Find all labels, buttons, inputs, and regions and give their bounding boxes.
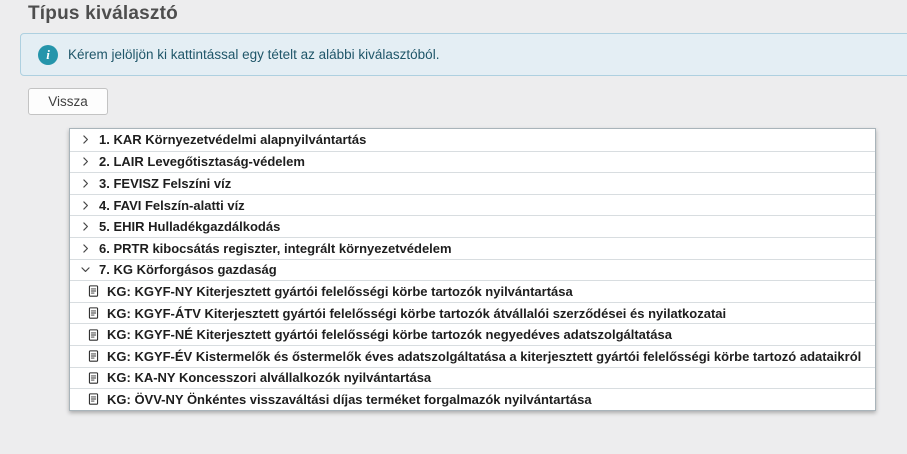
tree-leaf-label: KG: ÖVV-NY Önkéntes visszaváltási díjas terméket forgalmazók nyilvántartása (107, 391, 592, 407)
tree-item[interactable] (70, 259, 875, 281)
tree-item[interactable] (70, 129, 875, 151)
tree-item-label: 4. FAVI Felszín-alatti víz (99, 197, 245, 213)
document-icon (87, 371, 100, 385)
document-icon (87, 349, 100, 363)
document-icon (87, 284, 100, 298)
tree-leaf-item[interactable] (70, 323, 875, 345)
tree-leaf-item[interactable] (70, 388, 875, 410)
tree-item-label: 3. FEVISZ Felszíni víz (99, 175, 232, 191)
tree-item[interactable] (70, 237, 875, 259)
tree-item-label: 7. KG Körforgásos gazdaság (99, 262, 277, 278)
tree-item-label: 2. LAIR Levegőtisztaság-védelem (99, 154, 305, 170)
chevron-right-icon[interactable] (78, 176, 92, 190)
chevron-right-icon[interactable] (78, 198, 92, 212)
chevron-right-icon[interactable] (78, 133, 92, 147)
tree-leaf-item[interactable] (70, 302, 875, 324)
chevron-right-icon[interactable] (78, 155, 92, 169)
tree-item-label: 6. PRTR kibocsátás regiszter, integrált környezetvédelem (99, 240, 452, 256)
tree-item[interactable] (70, 194, 875, 216)
chevron-right-icon[interactable] (78, 220, 92, 234)
tree-item[interactable] (70, 151, 875, 173)
chevron-down-icon[interactable] (78, 263, 92, 277)
back-button[interactable]: Vissza (28, 88, 108, 115)
tree-leaf-label: KG: KGYF-ÁTV Kiterjesztett gyártói felelősségi körbe tartozók átvállalói szerződései és nyilatkozatai (107, 305, 727, 321)
tree-leaf-label: KG: KGYF-NÉ Kiterjesztett gyártói felelősségi körbe tartozók negyedéves adatszolgáltatása (107, 327, 672, 343)
document-icon (87, 392, 100, 406)
tree-item-label: 1. KAR Környezetvédelmi alapnyilvántartás (99, 132, 367, 148)
tree-leaf-label: KG: KA-NY Koncesszori alvállalkozók nyilvántartása (107, 370, 432, 386)
tree-leaf-item[interactable] (70, 345, 875, 367)
document-icon (87, 306, 100, 320)
tree-item-label: 5. EHIR Hulladékgazdálkodás (99, 219, 281, 235)
tree-item[interactable] (70, 172, 875, 194)
tree-leaf-item[interactable] (70, 280, 875, 302)
type-selector-tree (69, 128, 876, 411)
page-title: Típus kiválasztó (28, 3, 178, 24)
tree-item[interactable] (70, 215, 875, 237)
info-banner (20, 33, 907, 76)
document-icon (87, 328, 100, 342)
info-icon: i (38, 45, 58, 65)
chevron-right-icon[interactable] (78, 241, 92, 255)
tree-leaf-label: KG: KGYF-ÉV Kistermelők és őstermelők éves adatszolgáltatása a kiterjesztett gyártói felelősségi körbe tartozó adataikról (107, 348, 862, 364)
info-banner-message: Kérem jelöljön ki kattintással egy tételt az alábbi kiválasztóból. (68, 47, 440, 62)
tree-leaf-label: KG: KGYF-NY Kiterjesztett gyártói felelősségi körbe tartozók nyilvántartása (107, 283, 573, 299)
tree-leaf-item[interactable] (70, 367, 875, 389)
